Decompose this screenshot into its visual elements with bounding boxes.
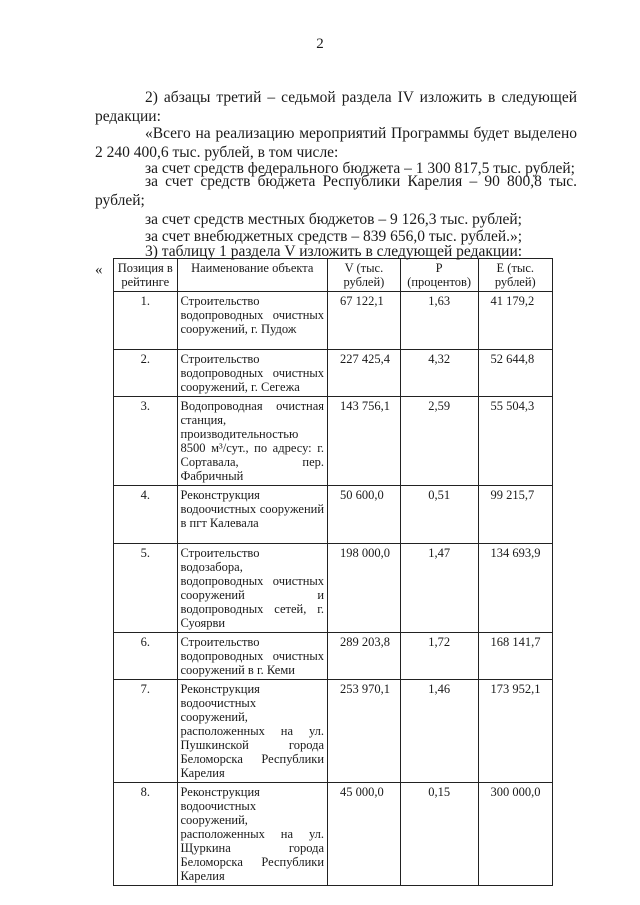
cell-e: 41 179,2 — [478, 292, 552, 350]
rating-table — [113, 258, 553, 886]
page-number: 2 — [316, 36, 324, 52]
paragraph-federal-budget: за счет средств федерального бюджета – 1 300 817,5 тыс. рублей; — [145, 160, 575, 177]
cell-v: 45 000,0 — [328, 783, 401, 886]
cell-name: Строительство водопроводных очистных сооружений в г. Кеми — [177, 633, 328, 680]
cell-v: 198 000,0 — [328, 544, 401, 633]
cell-position: 2. — [114, 350, 178, 397]
cell-position: 5. — [114, 544, 178, 633]
cell-position: 7. — [114, 680, 178, 783]
paragraph-section-iv-intro: 2) абзацы третий – седьмой раздела IV изложить в следующей редакции: — [95, 89, 577, 125]
cell-name: Реконструкция водоочистных сооружений, расположенных на ул. Щуркина города Беломорска Республики Карелия — [177, 783, 328, 886]
paragraph-section-v-table: 3) таблицу 1 раздела V изложить в следующей редакции: — [145, 243, 523, 260]
opening-quote-mark: « — [95, 262, 103, 278]
cell-v: 67 122,1 — [328, 292, 401, 350]
table-row — [114, 350, 553, 397]
cell-v: 253 970,1 — [328, 680, 401, 783]
paragraph-extrabudgetary: за счет внебюджетных средств – 839 656,0 тыс. рублей.»; — [145, 228, 523, 245]
cell-p: 0,51 — [400, 486, 478, 544]
cell-p: 2,59 — [400, 397, 478, 486]
table-row — [114, 783, 553, 886]
cell-e: 55 504,3 — [478, 397, 552, 486]
paragraph-republic-budget: за счет средств бюджета Республики Карелия – 90 800,8 тыс. рублей; — [95, 173, 577, 209]
table-row — [114, 544, 553, 633]
cell-p: 0,15 — [400, 783, 478, 886]
cell-position: 4. — [114, 486, 178, 544]
cell-e: 134 693,9 — [478, 544, 552, 633]
cell-v: 289 203,8 — [328, 633, 401, 680]
header-name: Наименование объекта — [177, 259, 328, 292]
cell-name: Строительство водопроводных очистных сооружений, г. Пудож — [177, 292, 328, 350]
cell-e: 168 141,7 — [478, 633, 552, 680]
cell-p: 1,46 — [400, 680, 478, 783]
cell-e: 173 952,1 — [478, 680, 552, 783]
table-row — [114, 292, 553, 350]
table-header-row — [114, 259, 553, 292]
paragraph-local-budgets: за счет средств местных бюджетов – 9 126,3 тыс. рублей; — [145, 211, 522, 228]
cell-e: 52 644,8 — [478, 350, 552, 397]
table-row — [114, 633, 553, 680]
cell-name: Водопроводная очистная станция, производительностью 8500 м³/сут., по адресу: г. Сортавала, пер. Фабричный — [177, 397, 328, 486]
cell-p: 1,47 — [400, 544, 478, 633]
cell-e: 99 215,7 — [478, 486, 552, 544]
cell-e: 300 000,0 — [478, 783, 552, 886]
cell-v: 227 425,4 — [328, 350, 401, 397]
cell-v: 50 600,0 — [328, 486, 401, 544]
cell-p: 1,72 — [400, 633, 478, 680]
cell-name: Реконструкция водоочистных сооружений в пгт Калевала — [177, 486, 328, 544]
cell-position: 6. — [114, 633, 178, 680]
cell-p: 1,63 — [400, 292, 478, 350]
cell-name: Реконструкция водоочистных сооружений, расположенных на ул. Пушкинской города Беломорска Республики Карелия — [177, 680, 328, 783]
header-v: V (тыс. рублей) — [328, 259, 401, 292]
header-p: P (процентов) — [400, 259, 478, 292]
cell-position: 3. — [114, 397, 178, 486]
table-row — [114, 680, 553, 783]
paragraph-total-funding: «Всего на реализацию мероприятий Программы будет выделено 2 240 400,6 тыс. рублей, в том числе: — [95, 125, 577, 161]
cell-name: Строительство водопроводных очистных сооружений, г. Сегежа — [177, 350, 328, 397]
table-row — [114, 486, 553, 544]
cell-name: Строительство водозабора, водопроводных очистных сооружений и водопроводных сетей, г. Суоярви — [177, 544, 328, 633]
cell-p: 4,32 — [400, 350, 478, 397]
header-e: E (тыс. рублей) — [478, 259, 552, 292]
cell-position: 1. — [114, 292, 178, 350]
cell-position: 8. — [114, 783, 178, 886]
header-position: Позиция в рейтинге — [114, 259, 178, 292]
table-row — [114, 397, 553, 486]
cell-v: 143 756,1 — [328, 397, 401, 486]
